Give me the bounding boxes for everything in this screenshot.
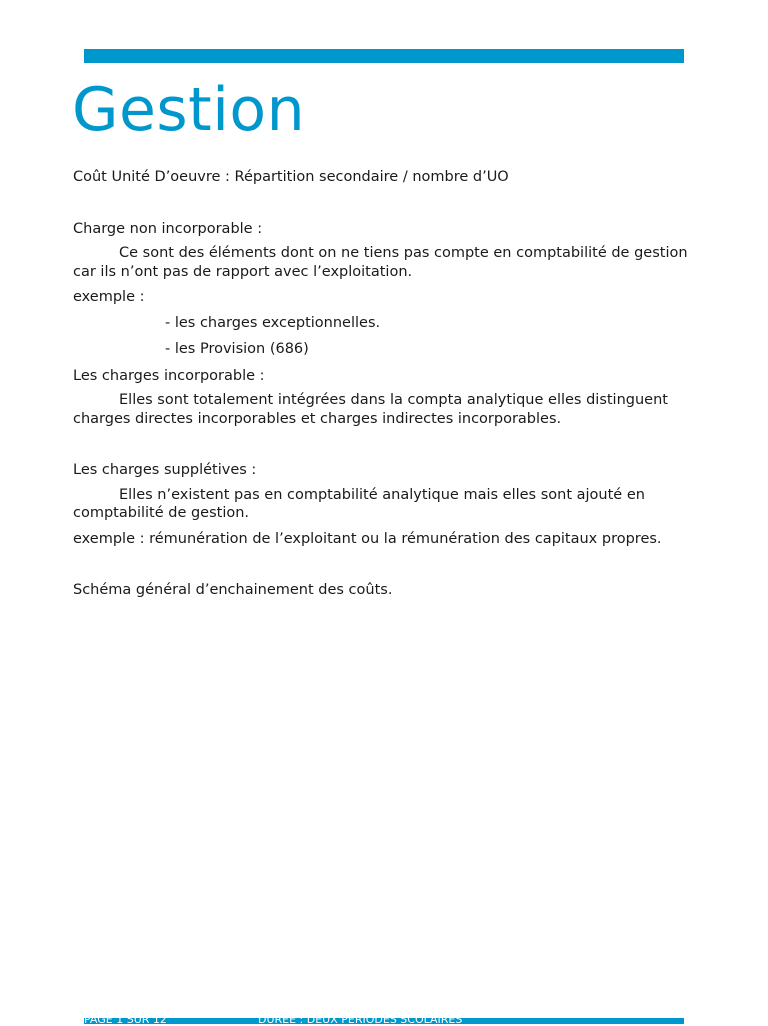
footer-duration: DUREE : DEUX PERIODES SCOLAIRES — [258, 1013, 463, 1026]
cout-uo-line: Coût Unité D’oeuvre : Répartition secondaire / nombre d’UO — [73, 169, 509, 185]
example-item: - les Provision (686) — [165, 341, 309, 357]
document-body — [73, 168, 693, 600]
charges-suppletives-paragraph: Elles n’existent pas en comptabilité analytique mais elles sont ajouté en comptabilité de gestion. — [73, 486, 645, 521]
charges-suppletives-example: exemple : rémunération de l’exploitant ou la rémunération des capitaux propres. — [73, 530, 662, 547]
charge-non-incorporable-examples — [73, 314, 693, 359]
schema-line: Schéma général d’enchainement des coûts. — [73, 582, 393, 598]
charge-non-incorporable-example-label: exemple : — [73, 289, 145, 305]
header-accent-bar — [84, 49, 684, 63]
charge-non-incorporable-paragraph: Ce sont des éléments dont on ne tiens pas compte en comptabilité de gestion car ils n’ont pas de rapport avec l’exploitation. — [73, 245, 688, 280]
example-item: - les charges exceptionnelles. — [165, 314, 381, 331]
charges-incorporable-paragraph: Elles sont totalement intégrées dans la compta analytique elles distinguent charges directes incorporables et charges indirectes incorporables. — [73, 392, 668, 427]
footer-page-number: PAGE 1 SUR 12 — [84, 1013, 167, 1026]
charges-suppletives-heading: Les charges supplétives : — [73, 462, 257, 478]
page-title: Gestion — [72, 75, 306, 145]
charge-non-incorporable-heading: Charge non incorporable : — [73, 220, 263, 237]
charges-incorporable-heading: Les charges incorporable : — [73, 367, 265, 384]
